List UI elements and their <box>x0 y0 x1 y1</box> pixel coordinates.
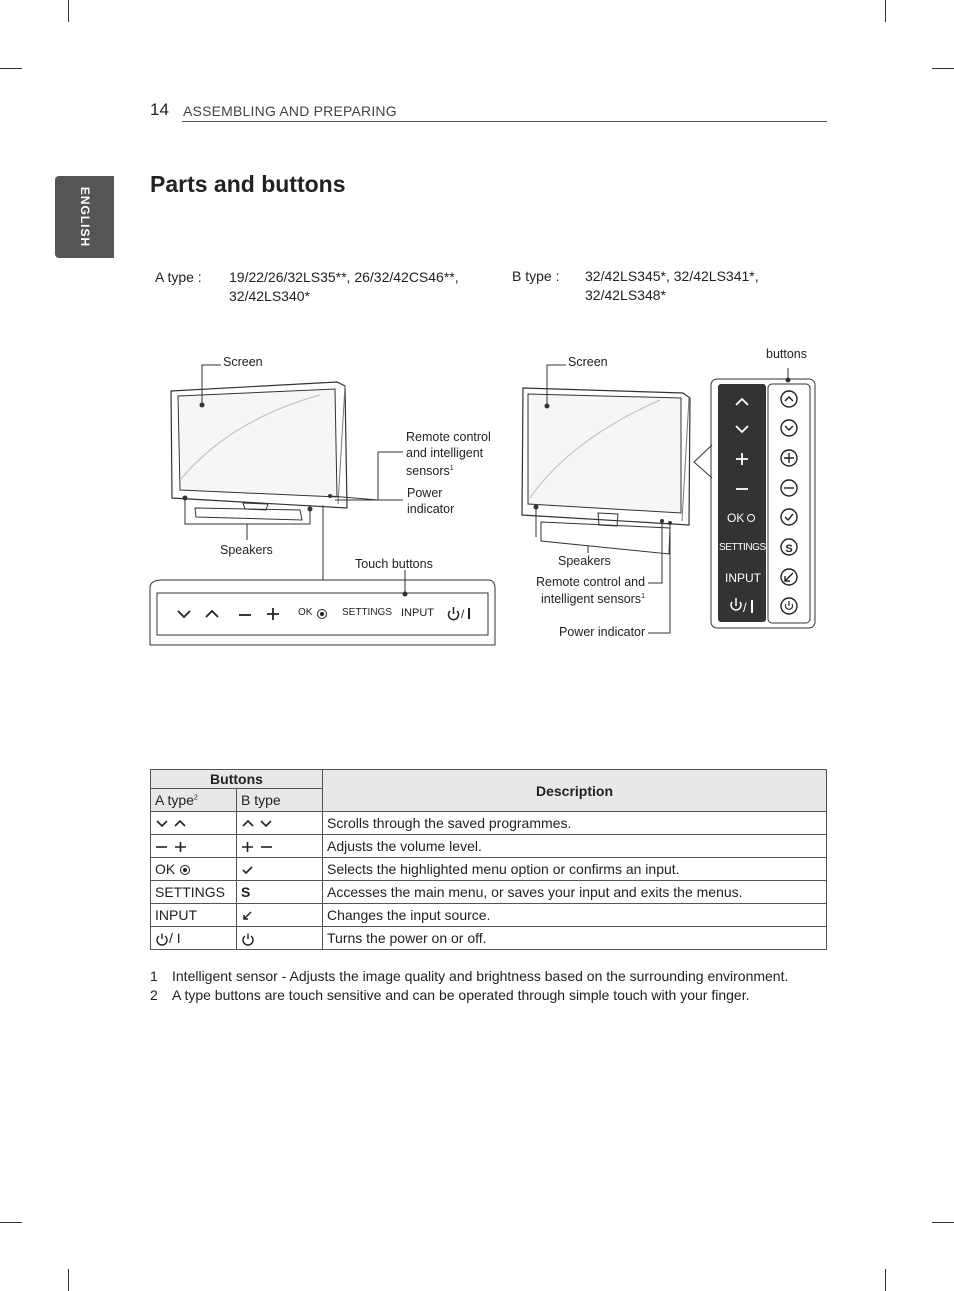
power-icon <box>241 932 255 946</box>
a-type-cell <box>151 835 237 858</box>
crop-mark <box>68 1269 69 1291</box>
strip-settings-label: SETTINGS <box>342 607 393 618</box>
up-down-arrows-icon <box>241 818 275 830</box>
language-label: ENGLISH <box>77 186 92 248</box>
buttons-header: Buttons <box>151 770 323 789</box>
a-speakers-label: Speakers <box>220 543 273 557</box>
description-cell: Changes the input source. <box>323 904 827 927</box>
a-touch-buttons-label: Touch buttons <box>355 557 433 571</box>
page-number: 14 <box>150 100 169 119</box>
b-type-cell <box>237 927 323 950</box>
b-power-label: Power indicator <box>559 625 646 639</box>
description-cell: Turns the power on or off. <box>323 927 827 950</box>
minus-plus-icon <box>155 841 189 853</box>
ok-circle-icon <box>179 864 191 876</box>
svg-text:/: / <box>743 600 747 615</box>
a-power-label-1: Power <box>407 486 443 500</box>
crop-mark <box>0 1222 22 1223</box>
strip-ok-label: OK <box>298 607 313 618</box>
footnote-1: 1 Intelligent sensor - Adjusts the image quality and brightness based on the surrounding environment. <box>150 968 789 984</box>
page-title: Parts and buttons <box>150 171 346 197</box>
b-type-header: B type <box>237 789 323 812</box>
crop-mark <box>932 1222 954 1223</box>
table-row <box>151 927 827 950</box>
a-remote-label-3: sensors$^1$ <box>406 464 454 479</box>
b-screen-label: Screen <box>568 355 608 369</box>
table-row <box>151 858 827 881</box>
description-header: Description <box>323 770 827 812</box>
a-screen-label: Screen <box>223 355 263 369</box>
buttons-table <box>150 769 827 950</box>
panel-settings-label: SETTINGS <box>719 542 766 553</box>
crop-mark <box>885 1269 886 1291</box>
b-type-cell <box>237 904 323 927</box>
a-type-cell <box>151 812 237 835</box>
b-buttons-label: buttons <box>766 347 808 361</box>
a-type-cell: OK <box>151 858 237 881</box>
down-up-arrows-icon <box>155 818 189 830</box>
a-remote-label-2: and intelligent <box>406 446 484 460</box>
panel-input-label: INPUT <box>725 571 761 585</box>
b-speakers-label: Speakers <box>558 554 611 568</box>
strip-input-label: INPUT <box>401 607 434 619</box>
a-type-header: A type$^2$ <box>151 789 237 812</box>
power-icon <box>155 932 169 946</box>
table-row <box>151 904 827 927</box>
b-remote-label-2: intelligent sensors$^1$ <box>541 592 645 607</box>
svg-text:/: / <box>461 607 465 621</box>
a-type-cell: INPUT <box>151 904 237 927</box>
a-power-label-2: indicator <box>407 502 455 516</box>
description-cell: Accesses the main menu, or saves your input and exits the menus. <box>323 881 827 904</box>
a-remote-label-1: Remote control <box>406 430 491 444</box>
plus-minus-icon <box>241 841 275 853</box>
panel-ok-label: OK <box>727 511 745 525</box>
b-type-models-1: 32/42LS345*, 32/42LS341*, <box>585 268 759 284</box>
table-row <box>151 812 827 835</box>
a-type-label: A type : <box>155 269 202 285</box>
a-type-models-1: 19/22/26/32LS35**, 26/32/42CS46**, <box>229 269 459 285</box>
a-type-cell: SETTINGS <box>151 881 237 904</box>
b-type-label: B type : <box>512 268 560 284</box>
footnote-2: 2 A type buttons are touch sensitive and can be operated through simple touch with your finger. <box>150 987 750 1003</box>
section-title: ASSEMBLING AND PREPARING <box>183 103 397 119</box>
b-type-models-2: 32/42LS348* <box>585 287 666 303</box>
a-type-models-2: 32/42LS340* <box>229 288 310 304</box>
b-type-cell: S <box>237 881 323 904</box>
b-type-cell <box>237 812 323 835</box>
description-cell: Scrolls through the saved programmes. <box>323 812 827 835</box>
table-row <box>151 881 827 904</box>
b-type-cell <box>237 858 323 881</box>
table-row <box>151 835 827 858</box>
b-type-cell <box>237 835 323 858</box>
a-type-cell: / I <box>151 927 237 950</box>
input-arrow-icon <box>241 910 255 922</box>
b-remote-label-1: Remote control and <box>536 575 646 589</box>
description-cell: Selects the highlighted menu option or confirms an input. <box>323 858 827 881</box>
description-cell: Adjusts the volume level. <box>323 835 827 858</box>
svg-text:S: S <box>785 543 793 555</box>
check-icon <box>241 864 255 876</box>
